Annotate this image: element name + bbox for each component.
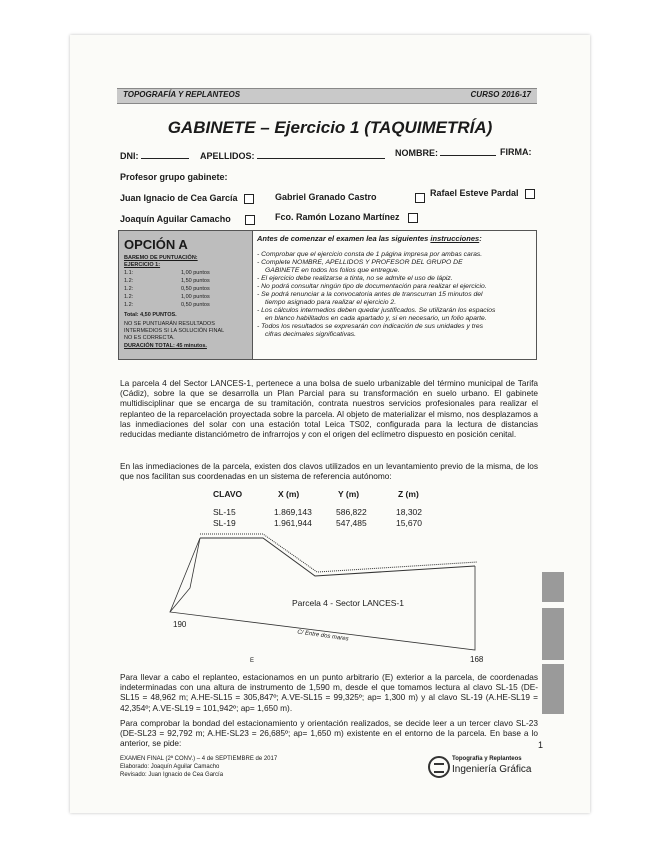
professor-option-cea[interactable] <box>120 193 254 204</box>
option-note: INTERMEDIOS SI LA SOLUCIÓN FINAL <box>124 328 225 334</box>
margin-marker <box>542 572 564 602</box>
apellidos-field[interactable] <box>200 151 385 161</box>
header-y: Y (m) <box>338 489 360 499</box>
option-a-box <box>118 230 253 360</box>
station-e-label: E <box>250 658 255 664</box>
instruction-line: - Se podrá renunciar a la convocatoria antes de transcurran 15 minutos del <box>257 291 483 298</box>
score-item-value: 1,50 puntos <box>181 278 210 284</box>
professor-checkbox[interactable] <box>245 215 255 225</box>
university-logo-icon <box>428 756 450 778</box>
ejercicio-label: EJERCICIO 1: <box>124 262 161 268</box>
professor-checkbox[interactable] <box>408 213 418 223</box>
score-item-label: 1.2: <box>124 286 134 292</box>
professor-checkbox[interactable] <box>415 193 425 203</box>
professor-name: Gabriel Granado Castro <box>275 192 377 202</box>
score-item-value: 0,50 puntos <box>181 302 210 308</box>
point-190-label: 190 <box>173 620 187 629</box>
header-clavo: CLAVO <box>213 489 243 499</box>
professor-option-granado[interactable] <box>275 192 425 203</box>
exam-title: GABINETE – Ejercicio 1 (TAQUIMETRÍA) <box>167 118 493 137</box>
duration-label: DURACIÓN TOTAL: 45 minutos. <box>124 343 207 349</box>
header-x: X (m) <box>278 489 300 499</box>
professor-option-esteve[interactable] <box>430 188 535 199</box>
header-z: Z (m) <box>398 489 419 499</box>
table-row: SL-15 1.869,143 586,822 18,302 <box>213 507 422 517</box>
footer-exam-info: EXAMEN FINAL (2ª CONV.) – 4 de SEPTIEMBRE de 2017 <box>120 756 278 762</box>
left-edge <box>170 538 200 612</box>
profesor-label: Profesor grupo gabinete: <box>120 172 228 182</box>
professor-option-lozano[interactable] <box>275 212 418 223</box>
instruction-line: tiempo asignado para realizar el ejercicio 2. <box>265 299 397 306</box>
score-item-value: 1,00 puntos <box>181 270 210 276</box>
professor-name: Juan Ignacio de Cea García <box>120 193 238 203</box>
instruction-line: - No podrá consultar ningún tipo de documentación para realizar el ejercicio. <box>257 283 487 290</box>
hatched-boundary <box>200 534 477 576</box>
option-note: NO SE PUNTUARÁN RESULTADOS <box>124 321 215 327</box>
logo-big-text: Ingeniería Gráfica <box>452 764 532 775</box>
option-title: OPCIÓN A <box>124 237 188 252</box>
instruction-line: GABINETE en todos los folios que entregue. <box>265 267 400 274</box>
instruction-line: - Complete NOMBRE, APELLIDOS Y PROFESOR DEL GRUPO DE <box>257 259 463 266</box>
total-score: Total: 4,50 PUNTOS. <box>124 312 177 318</box>
statement-paragraph-4: Para comprobar la bondad del estacionamiento y orientación realizados, se decide leer a un tercer clavo SL-23 (DE-SL23 = 92,792 m; A.HE-SL23 = 26,685º; ap= 1,650 m) existente en el entorno de la parcela. En base a lo anterior, se pide: <box>120 718 538 749</box>
instruction-line: cifras decimales significativas. <box>265 331 357 338</box>
coordinates-table <box>208 489 448 529</box>
instruction-line: en blanco habilitados en cada apartado y, si en necesario, un folio aparte. <box>265 315 487 322</box>
score-item-value: 0,50 puntos <box>181 286 210 292</box>
instruction-line: - Los cálculos intermedios deben quedar justificados. Se utilizarán los espacios <box>257 307 496 314</box>
point-168-label: 168 <box>470 655 484 664</box>
header-bar <box>117 88 537 104</box>
dni-field[interactable] <box>120 151 189 161</box>
logo-small-text: Topografía y Replanteos <box>452 756 522 762</box>
street-label: C/ Entre dos mares <box>296 629 349 643</box>
instructions-heading: Antes de comenzar el examen lea las siguientes instrucciones: <box>257 234 482 243</box>
statement-paragraph-3: Para llevar a cabo el replanteo, estacionamos en un punto arbitrario (E) exterior a la parcela, de coordenadas indeterminadas con una altura de instrumento de 1,590 m, desde el que tomamos lectura al clavo SL-15 (DE-SL15 = 48,962 m; A.HE-SL15 = 305,847º; A.VE-SL15 = 99,325º; ap= 1,300 m) y al clavo SL-19 (A.HE-SL19 = 42,354º; A.VE-SL19 = 101,942º; ap= 1,650 m). <box>120 672 538 713</box>
professor-option-aguilar[interactable] <box>120 214 255 225</box>
table-header <box>208 489 448 503</box>
margin-marker <box>542 664 564 714</box>
professor-checkbox[interactable] <box>525 189 535 199</box>
score-item-label: 1.2: <box>124 302 134 308</box>
score-item-label: 1.2: <box>124 278 134 284</box>
professor-checkbox[interactable] <box>244 194 254 204</box>
statement-paragraph-1: La parcela 4 del Sector LANCES-1, pertenece a una bolsa de suelo urbanizable del término municipal de Tarifa (Cádiz), sobre la que se desarrolla un Plan Parcial para su transformación en suelo urbano. El gabinete multidisciplinar que se encarga de su tramitación, contrata nuestros servicios profesionales para realizar el replanteo de la reparcelación proyectada sobre la parcela. Al objeto de materializar el mismo, nos desplazamos a las inmediaciones del solar con una estación total Leica TS02, configurada para la lectura de distancias reducidas mediante distanciómetro de infrarrojos y con el origen del eclímetro dispuesto en posición cenital. <box>120 378 538 440</box>
table-row: SL-19 1.961,944 547,485 15,670 <box>213 518 422 528</box>
score-item-label: 1.1: <box>124 270 134 276</box>
subject-label: TOPOGRAFÍA Y REPLANTEOS <box>123 90 241 99</box>
footer-revisado: Revisado: Juan Ignacio de Cea García <box>120 772 224 778</box>
apellidos-label: APELLIDOS: <box>200 151 255 161</box>
statement-paragraph-2: En las inmediaciones de la parcela, existen dos clavos utilizados en un levantamiento previo de la misma, de los que nos facilitan sus coordenadas en un sistema de referencia autónomo: <box>120 461 538 482</box>
footer-elaborado: Elaborado: Joaquín Aguilar Camacho <box>120 764 220 770</box>
dni-label: DNI: <box>120 151 139 161</box>
baremo-label: BAREMO DE PUNTUACIÓN: <box>124 255 198 261</box>
professor-name: Fco. Ramón Lozano Martínez <box>275 212 400 222</box>
instruction-line: - El ejercicio debe realizarse a tinta, no se admite el uso de lápiz. <box>257 275 453 282</box>
firma-field[interactable] <box>500 147 532 157</box>
firma-label: FIRMA: <box>500 147 532 157</box>
option-note: NO ES CORRECTA. <box>124 335 175 341</box>
instruction-line: - Comprobar que el ejercicio consta de 1 página impresa por ambas caras. <box>257 251 483 258</box>
instruction-line: - Todos los resultados se expresarán con indicación de sus unidades y tres <box>257 323 484 330</box>
page-number: 1 <box>538 740 544 750</box>
score-item-value: 1,00 puntos <box>181 294 210 300</box>
margin-marker <box>542 608 564 660</box>
score-item-label: 1.2: <box>124 294 134 300</box>
nombre-field[interactable] <box>395 148 496 158</box>
parcel-label: Parcela 4 - Sector LANCES-1 <box>292 598 404 608</box>
instructions-box <box>252 230 537 360</box>
course-label: CURSO 2016-17 <box>470 90 531 99</box>
nombre-label: NOMBRE: <box>395 148 438 158</box>
professor-name: Rafael Esteve Pardal <box>430 188 519 198</box>
professor-name: Joaquín Aguilar Camacho <box>120 214 231 224</box>
